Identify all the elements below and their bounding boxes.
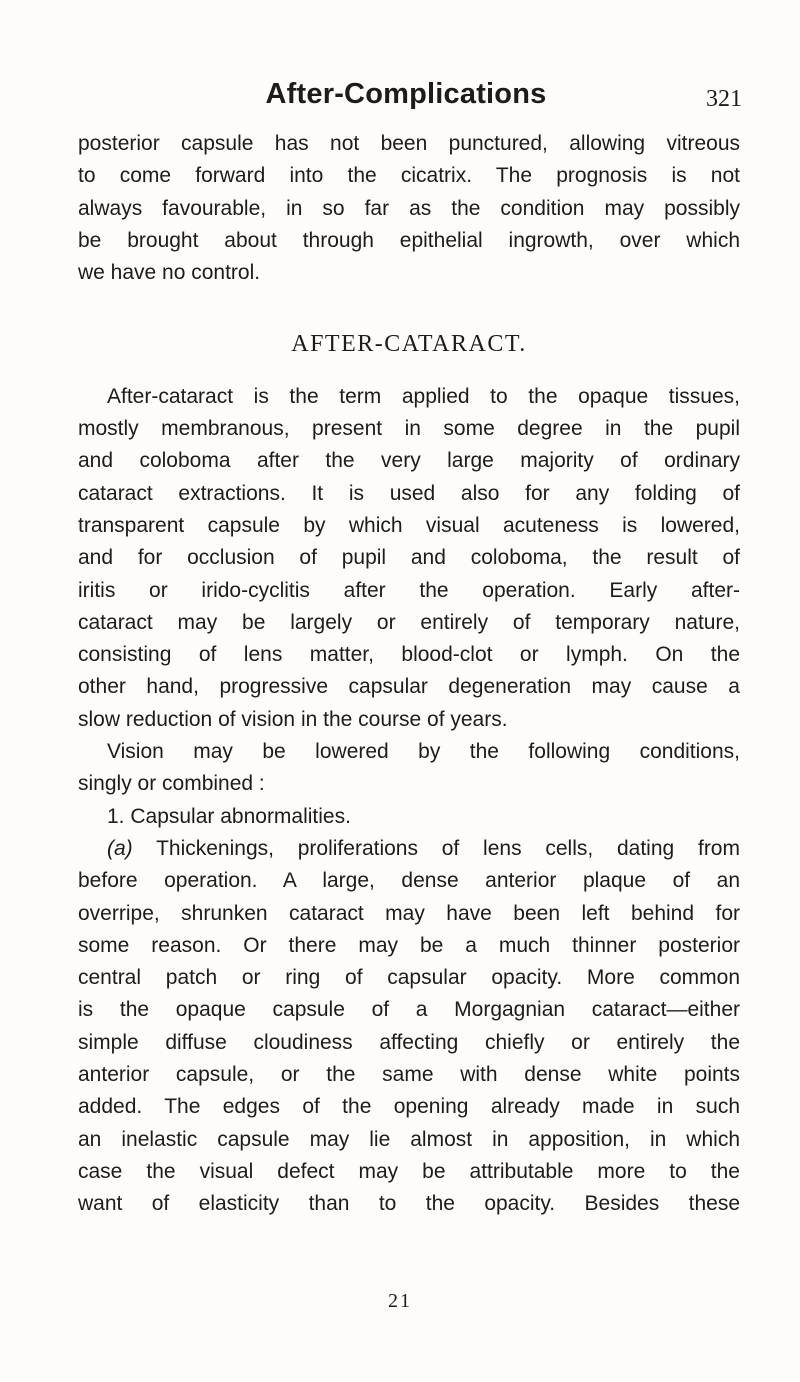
text-line: case the visual defect may be attributable more to the xyxy=(78,1159,740,1183)
text-line: we have no control. xyxy=(78,261,261,285)
text-line: added. The edges of the opening already made in such xyxy=(78,1095,740,1119)
text-line: simple diffuse cloudiness affecting chiefly or entirely the xyxy=(78,1030,740,1054)
body-text xyxy=(78,128,740,1221)
text-line: to come forward into the cicatrix. The prognosis is not xyxy=(78,164,740,188)
text-segment: Thickenings, proliferations of lens cells, dating from xyxy=(156,836,740,860)
text-line: is the opaque capsule of a Morgagnian cataract—either xyxy=(78,998,740,1022)
item-label: (a) xyxy=(107,836,133,860)
signature-mark: 21 xyxy=(388,1290,412,1312)
text-line: singly or combined : xyxy=(78,772,265,796)
text-line: an inelastic capsule may lie almost in apposition, in which xyxy=(78,1127,740,1151)
running-head xyxy=(72,78,740,122)
text-line: cataract may be largely or entirely of temporary nature, xyxy=(78,610,740,634)
text-line: slow reduction of vision in the course of years. xyxy=(78,707,508,731)
text-line: other hand, progressive capsular degeneration may cause a xyxy=(78,675,740,699)
text-line: and coloboma after the very large majority of ordinary xyxy=(78,449,740,473)
text-line: After-cataract is the term applied to the opaque tissues, xyxy=(107,384,740,408)
list-item: 1. Capsular abnormalities. xyxy=(107,804,351,828)
text-line xyxy=(78,833,740,865)
text-line: be brought about through epithelial ingrowth, over which xyxy=(78,228,740,252)
section-heading: AFTER-CATARACT. xyxy=(291,331,527,358)
text-line: and for occlusion of pupil and coloboma, the result of xyxy=(78,546,740,570)
text-line: central patch or ring of capsular opacity. More common xyxy=(78,966,740,990)
text-line: anterior capsule, or the same with dense white points xyxy=(78,1063,740,1087)
text-line: always favourable, in so far as the condition may possibly xyxy=(78,196,740,220)
text-line: posterior capsule has not been punctured, allowing vitreous xyxy=(78,132,740,155)
text-line: want of elasticity than to the opacity. Besides these xyxy=(78,1192,740,1216)
page-number: 321 xyxy=(706,86,742,112)
text-line: mostly membranous, present in some degree in the pupil xyxy=(78,417,740,441)
text-line: Vision may be lowered by the following conditions, xyxy=(107,740,740,764)
text-line: cataract extractions. It is used also for any folding of xyxy=(78,481,740,505)
text-line: overripe, shrunken cataract may have been left behind for xyxy=(78,901,740,925)
text-line: transparent capsule by which visual acuteness is lowered, xyxy=(78,513,740,537)
text-line: iritis or irido-cyclitis after the operation. Early after- xyxy=(78,578,740,602)
running-title: After-Complications xyxy=(265,78,547,110)
text-line: consisting of lens matter, blood-clot or lymph. On the xyxy=(78,643,740,667)
text-line: some reason. Or there may be a much thinner posterior xyxy=(78,933,740,957)
text-line: before operation. A large, dense anterior plaque of an xyxy=(78,869,740,893)
